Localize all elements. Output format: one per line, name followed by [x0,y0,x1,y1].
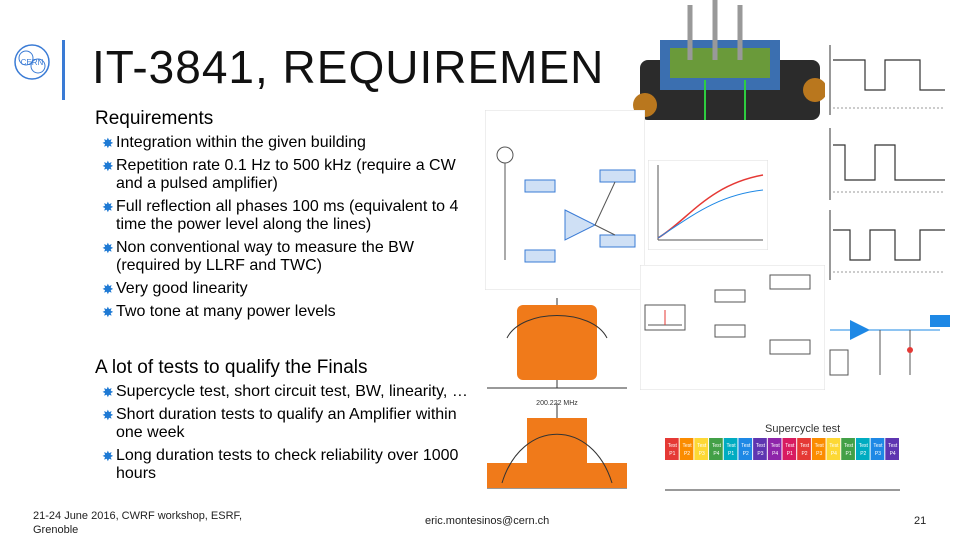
test-bench-block-diagram [485,110,645,290]
supercycle-segment-code: P4 [830,451,837,457]
supercycle-segment-code: P2 [742,451,749,457]
supercycle-segment-code: P1 [728,451,735,457]
supercycle-segment-code: P3 [816,451,823,457]
supercycle-segment-code: P4 [772,451,779,457]
slide-title: IT-3841, REQUIREMEN [92,41,605,93]
list-item: ✸ Repetition rate 0.1 Hz to 500 kHz (require a CW and a pulsed amplifier) [102,157,456,192]
bullet-icon: ✸ [102,135,114,151]
list-item: ✸ Two tone at many power levels [102,303,336,320]
supercycle-segment-code: P3 [757,451,764,457]
supercycle-segment-code: P2 [860,451,867,457]
supercycle-segment-label: Test [888,443,898,449]
signal-generator-schematic [820,295,955,415]
supercycle-segment-label: Test [814,443,824,449]
pulse-diagram-3 [830,210,945,280]
bullet-icon: ✸ [102,158,114,174]
page-number: 21 [914,515,927,527]
bullet-icon: ✸ [102,281,114,297]
supercycle-segment-label: Test [711,443,721,449]
cavity-render-image [630,0,825,140]
supercycle-segment-label: Test [785,443,795,449]
footer-email: eric.montesinos@cern.ch [425,515,550,527]
bullet-icon: ✸ [102,384,114,400]
supercycle-segment-code: P1 [669,451,676,457]
bandwidth-plot-top [487,298,627,388]
supercycle-segment-label: Test [873,443,883,449]
supercycle-segment-label: Test [667,443,677,449]
list-item: ✸ Integration within the given building [102,134,366,151]
list-item: ✸ Full reflection all phases 100 ms (equivalent to 4 time the power level along the lines) [102,198,459,233]
supercycle-segment-code: P4 [713,451,720,457]
supercycle-segment-label: Test [697,443,707,449]
tests-list [100,383,470,488]
supercycle-segment-label: Test [755,443,766,449]
bullet-icon: ✸ [102,240,114,256]
bandwidth-plots [482,293,632,493]
cern-logo-icon [12,42,52,82]
supercycle-segment-label: Test [829,443,839,449]
title-divider [62,40,65,100]
supercycle-segment-code: P1 [786,451,793,457]
bullet-icon: ✸ [102,407,114,423]
list-item: ✸ Supercycle test, short circuit test, BW, linearity, … [102,383,468,400]
bullet-icon: ✸ [102,448,114,464]
supercycle-segment-code: P2 [801,451,808,457]
supercycle-segment-code: P1 [845,451,852,457]
supercycle-segment-label: Test [770,443,780,449]
supercycle-segment-code: P2 [683,451,691,457]
requirements-list [100,134,470,326]
svg-text:CERN: CERN [20,58,44,67]
supercycle-segment-label: Test [726,443,736,449]
section-heading-tests: A lot of tests to qualify the Finals [95,357,368,378]
supercycle-segment-label: Test [741,443,751,449]
supercycle-segment-label: Test [858,443,868,449]
pulse-timing-diagrams [825,40,955,285]
list-item: ✸ Long duration tests to check reliability over 1000 hours [102,447,459,482]
supercycle-segment-label: Test [844,443,854,449]
list-item: ✸ Non conventional way to measure the BW (required by LLRF and TWC) [102,239,414,274]
measurement-setup-diagram [640,265,825,390]
footer-event: 21-24 June 2016, CWRF workshop, ESRF, Grenoble [33,510,243,536]
supercycle-segment-label: Test [799,443,810,449]
section-heading-requirements: Requirements [95,108,214,129]
bullet-icon: ✸ [102,304,114,320]
bandwidth-plot-bottom [487,403,627,488]
supercycle-segment-code: P3 [698,451,705,457]
bullet-icon: ✸ [102,199,114,215]
supercycle-segment-code: P3 [874,451,882,457]
supercycle-title: Supercycle test [765,423,841,435]
list-item: ✸ Very good linearity [102,280,248,297]
linearity-curve-chart [648,160,768,250]
list-item: ✸ Short duration tests to qualify an Amplifier within one week [102,406,457,441]
supercycle-segment-label: Test [682,443,692,449]
supercycle-test-figure [665,420,900,505]
pulse-diagram-2 [830,128,945,200]
supercycle-segment-code: P4 [889,451,896,457]
pulse-diagram-1 [830,45,945,115]
frequency-label: 200.222 MHz [536,400,578,407]
